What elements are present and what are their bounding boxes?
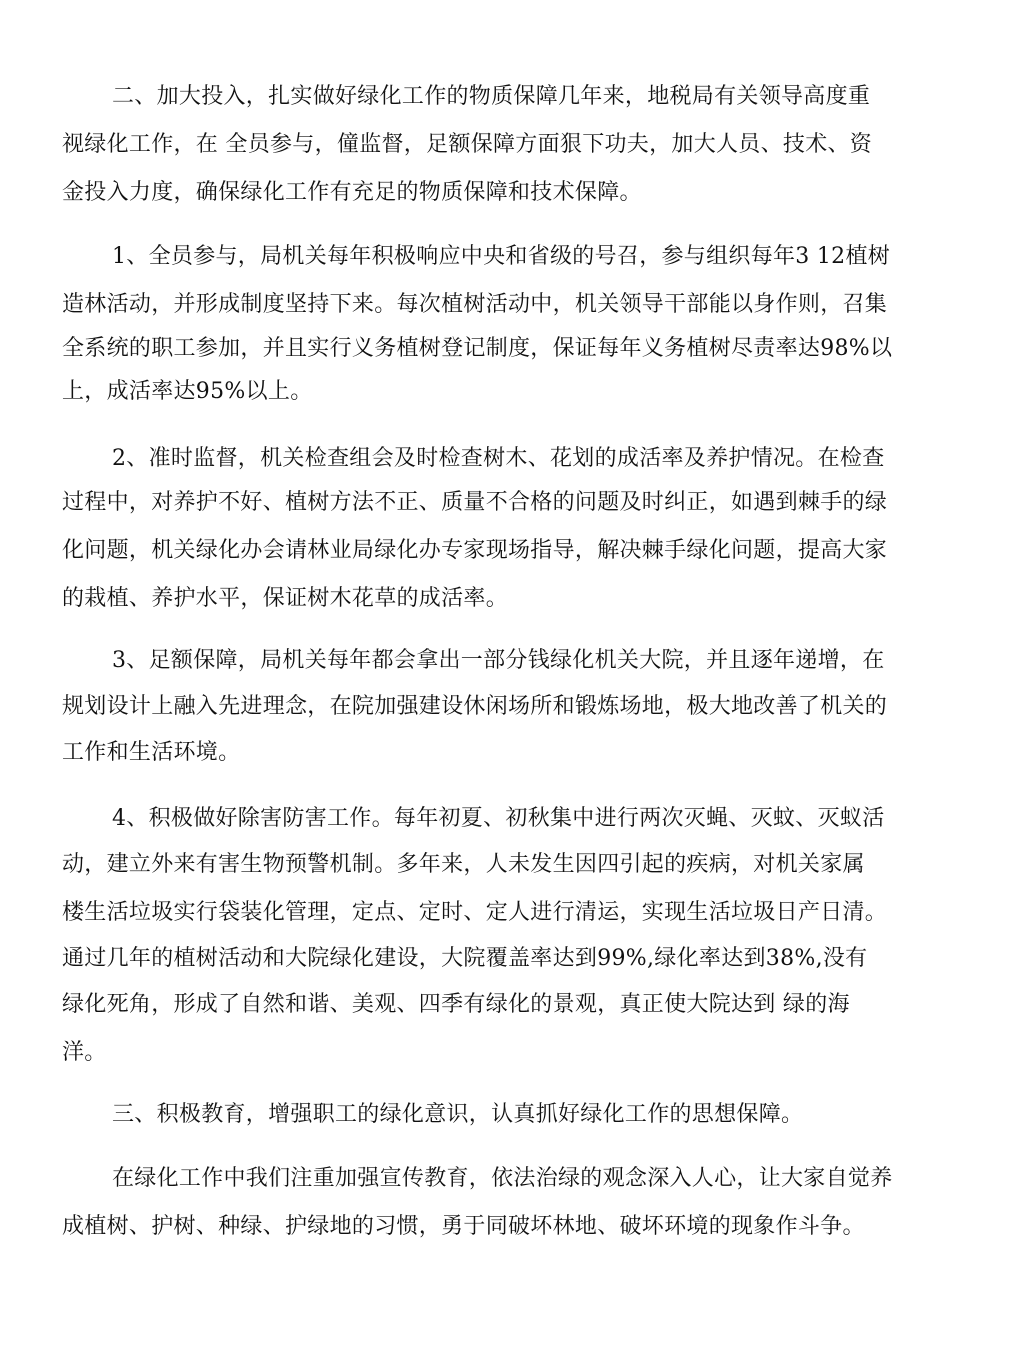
- text-line: 3、足额保障，局机关每年都会拿出一部分钱绿化机关大院，并且逐年递增，在: [112, 648, 885, 673]
- text-line: 楼生活垃圾实行袋装化管理，定点、定时、定人进行清运，实现生活垃圾日产日清。: [62, 900, 888, 925]
- text-line: 二、加大投入，扎实做好绿化工作的物质保障几年来，地税局有关领导高度重: [112, 84, 871, 109]
- text-line: 的栽植、养护水平，保证树木花草的成活率。: [62, 586, 509, 611]
- text-line: 成植树、护树、种绿、护绿地的习惯，勇于同破坏林地、破坏环境的现象作斗争。: [62, 1214, 865, 1239]
- text-line: 上，成活率达95%以上。: [62, 379, 313, 404]
- text-line: 绿化死角，形成了自然和谐、美观、四季有绿化的景观，真正使大院达到 绿的海: [62, 992, 850, 1017]
- text-line: 三、积极教育，增强职工的绿化意识，认真抓好绿化工作的思想保障。: [112, 1102, 804, 1127]
- text-line: 规划设计上融入先进理念，在院加强建设休闲场所和锻炼场地，极大地改善了机关的: [62, 694, 888, 719]
- text-line: 化问题，机关绿化办会请林业局绿化办专家现场指导，解决棘手绿化问题，提高大家: [62, 538, 888, 563]
- text-line: 造林活动，并形成制度坚持下来。每次植树活动中，机关领导干部能以身作则，召集: [62, 292, 888, 317]
- text-line: 4、积极做好除害防害工作。每年初夏、初秋集中进行两次灭蝇、灭蚊、灭蚁活: [112, 806, 885, 831]
- text-line: 动，建立外来有害生物预警机制。多年来，人未发生因四引起的疾病，对机关家属: [62, 852, 865, 877]
- text-line: 2、准时监督，机关检查组会及时检查树木、花划的成活率及养护情况。在检查: [112, 446, 885, 471]
- text-line: 工作和生活环境。: [62, 740, 241, 765]
- text-line: 全系统的职工参加，并且实行义务植树登记制度，保证每年义务植树尽责率达98%以: [62, 336, 893, 361]
- text-line: 在绿化工作中我们注重加强宣传教育，依法治绿的观念深入人心，让大家自觉养: [112, 1166, 893, 1191]
- text-line: 1、全员参与，局机关每年积极响应中央和省级的号召，参与组织每年3 12植树: [112, 244, 891, 269]
- text-line: 金投入力度，确保绿化工作有充足的物质保障和技术保障。: [62, 180, 642, 205]
- text-line: 视绿化工作，在 全员参与，僮监督，足额保障方面狠下功夫，加大人员、技术、资: [62, 132, 873, 157]
- text-line: 通过几年的植树活动和大院绿化建设，大院覆盖率达到99%,绿化率达到38%,没有: [62, 946, 868, 971]
- text-line: 洋。: [62, 1040, 107, 1065]
- text-line: 过程中，对养护不好、植树方法不正、质量不合格的问题及时纠正，如遇到棘手的绿: [62, 490, 888, 515]
